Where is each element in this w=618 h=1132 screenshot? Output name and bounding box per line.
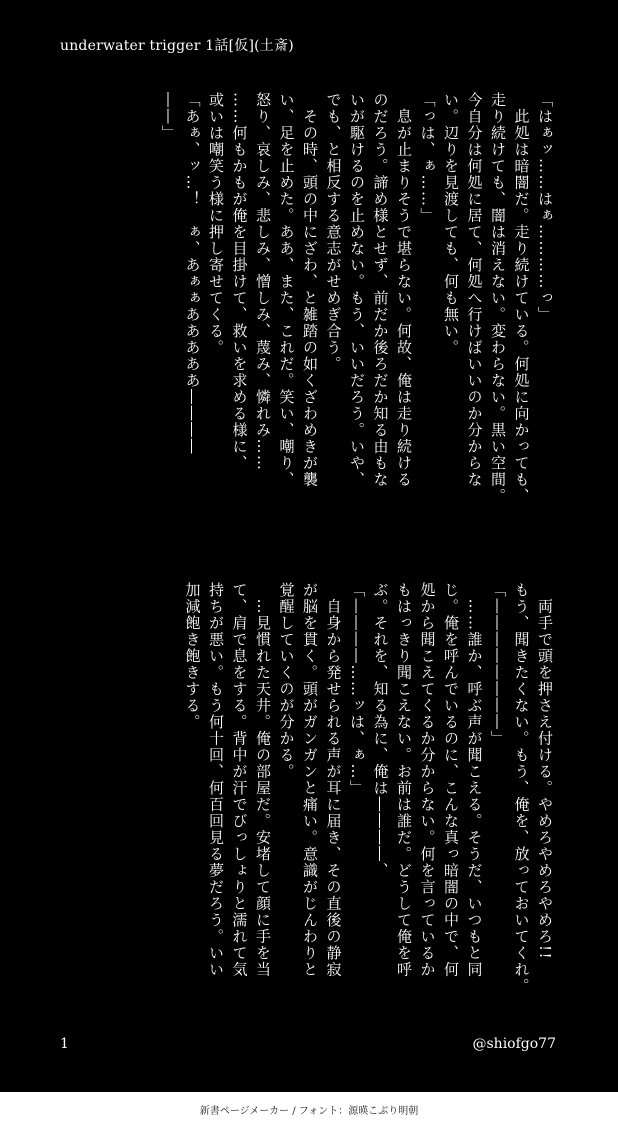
text-block-lower: 両手で頭を押さえ付ける。やめろやめろやめろ!! もう、聞きたくない。もう、俺を、放っておいてくれ。 「――――――――」 ……誰か、呼ぶ声が聞こえる。そうだ、いつもと同 じ。俺を呼んでいるのに、こんな真っ暗闇の中で、何 処から聞こえてくるか分からない。何を言っているか もはっきり聞こえない。お前は誰だ。どうして俺を呼 ぶ。それを、知る為に、俺は――――、 「――――……ッは、ぁ…」 自身から発せられる声が耳に届き、その直後の静寂 が脳を貫く。頭がガンガンと痛い。意識がじんわりと 覚醒していくのが分かる。 …見慣れた天井。俺の部屋だ。安堵して顔に手を当 て、肩で息をする。背中が汗でびっしょりと濡れて気 持ちが悪い。もう何十回、何百回見る夢だろう。いい 加減飽き飽きする。 [183, 582, 554, 995]
footer-credit: 新書ページメーカー / フォント：源暎こぶり明朝 [0, 1092, 618, 1132]
page-title: underwater trigger 1話[仮](土斎) [60, 38, 294, 54]
page-number: 1 [60, 1036, 69, 1052]
author-handle: @shiofgo77 [472, 1036, 556, 1052]
text-block-upper: 「はぁッ……はぁ…………っ」 此処は暗闇だ。走り続けている。何処に向かっても、 走り続けても、闇は消えない。変わらない。黒い空間。 今自分は何処に居て、何処へ行けばいいのか分からな い。辺りを見渡しても、何も無い。 「っは、ぁ……」 息が止まりそうで堪らない。何故、俺は走り続ける のだろう。諦め様とせず、前だか後ろだか知る由もな いが駆けるのを止めない。もう、いいだろう。いや、 でも、と相反する意志がせめぎ合う。 その時、頭の中にざわ、と雑踏の如くざわめきが襲 い、足を止めた。ああ、また、これだ。笑い、嘲り、 怒り、哀しみ、悲しみ、憎しみ、蔑み、憐れみ…… ……何もかもが俺を目掛けて、救いを求める様に、 或いは嘲笑う様に押し寄せてくる。 「あぁ、ッ…！ ぁ、あぁぁあああああ―――― ――」 [160, 92, 554, 505]
